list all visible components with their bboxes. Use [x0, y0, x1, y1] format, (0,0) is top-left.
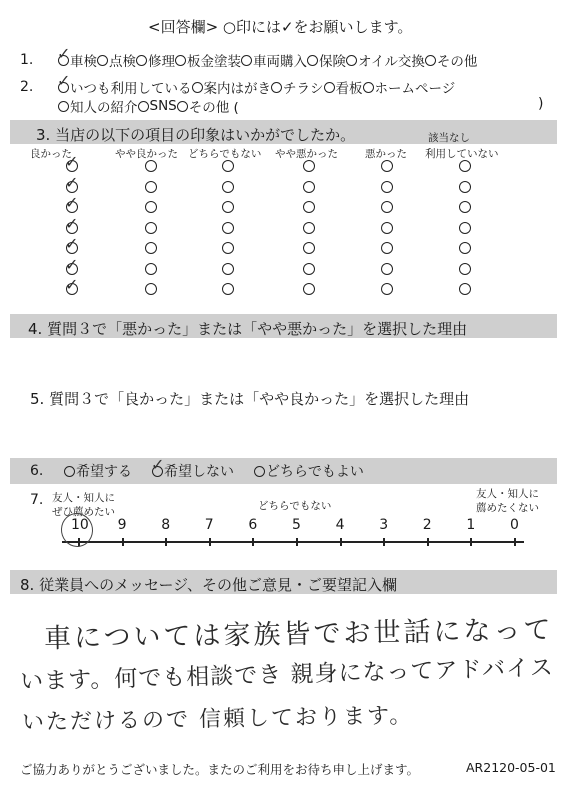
option-label: 保険 [319, 54, 346, 70]
q3-row2-option[interactable] [303, 181, 315, 193]
q3-title: 3. 当店の以下の項目の印象はいかがでしたか。 [36, 126, 356, 144]
check-mark-icon: ✓ [65, 213, 79, 233]
q3-col-na-sub: 利用していない [425, 148, 499, 160]
option-label: 希望する [76, 464, 132, 480]
check-mark-icon: ✓ [65, 152, 79, 171]
q3-col-somewhat-good: やや良かった [115, 148, 178, 160]
q7-scale-value[interactable]: 8 [161, 517, 171, 533]
q3-row5-option[interactable] [222, 242, 234, 254]
q3-row1-option[interactable] [145, 160, 157, 172]
option-label: 車両購入 [253, 54, 307, 70]
option-q1.options-2[interactable] [136, 50, 175, 70]
q3-row1-option[interactable] [222, 160, 234, 172]
handwritten-line-1: 車については家族皆でお世話になって [43, 614, 554, 655]
option-circle[interactable] [192, 82, 203, 93]
option-q2.line1-1[interactable] [192, 77, 272, 97]
option-label: 希望しない [164, 464, 234, 480]
handwritten-line-2: います。何でも相談でき 親身になってアドバイス [19, 655, 555, 695]
q3-row3-option[interactable] [145, 201, 157, 213]
check-mark-icon: ✓ [65, 172, 79, 192]
option-circle[interactable] [425, 55, 436, 66]
q3-row2-option[interactable] [381, 181, 393, 193]
q3-row5-option[interactable] [381, 242, 393, 254]
option-circle[interactable] [58, 101, 69, 112]
q7-middle-label: どちらでもない [258, 500, 332, 512]
q3-row7-option[interactable] [303, 283, 315, 295]
q3-row4-option[interactable] [303, 222, 315, 234]
q7-scale-value[interactable]: 7 [204, 517, 214, 533]
q3-row4-option[interactable] [381, 222, 393, 234]
option-label: ホームページ [374, 81, 456, 97]
option-label: 知人の紹介 [70, 100, 138, 116]
option-label: SNS [149, 98, 177, 114]
option-q2.line2-2[interactable] [177, 96, 239, 116]
q7-scale-value[interactable]: 2 [422, 517, 432, 533]
option-circle[interactable] [136, 55, 147, 66]
check-mark-icon: ✓ [57, 71, 71, 90]
q2-close-paren: ) [538, 96, 544, 112]
check-mark-icon: ✓ [57, 44, 71, 63]
option-label: いつも利用している [70, 81, 192, 97]
option-q1.options-0[interactable] [57, 44, 97, 70]
q3-row7-option[interactable] [145, 283, 157, 295]
option-q2.line1-4[interactable] [363, 77, 456, 97]
option-circle[interactable] [64, 466, 75, 477]
q3-row2-option[interactable] [145, 181, 157, 193]
option-q2.line1-0[interactable] [57, 71, 192, 97]
option-q1.options-1[interactable] [97, 50, 136, 70]
option-q1.options-4[interactable] [241, 50, 307, 70]
option-q1.options-3[interactable] [175, 50, 241, 70]
q2-options-line1 [57, 71, 456, 97]
q3-row1-option[interactable] [459, 160, 471, 172]
q3-row3-option[interactable] [222, 201, 234, 213]
q7-scale-value[interactable]: 10 [71, 517, 89, 533]
q8-title: 8. 従業員へのメッセージ、その他ご意見・ご要望記入欄 [20, 576, 397, 594]
option-q1.options-5[interactable] [307, 50, 346, 70]
q7-scale-value[interactable]: 1 [466, 517, 476, 533]
option-q6.options-1[interactable] [151, 455, 234, 481]
q3-row7-option[interactable] [459, 283, 471, 295]
q2-number: 2. [20, 79, 34, 95]
check-mark-icon: ✓ [65, 234, 79, 253]
q6-number: 6. [30, 463, 44, 479]
option-circle[interactable] [271, 82, 282, 93]
option-q2.line1-2[interactable] [271, 77, 324, 97]
q7-scale-value[interactable]: 9 [117, 517, 127, 533]
option-q1.options-6[interactable] [346, 50, 425, 70]
q3-col-bad: 悪かった [365, 148, 407, 160]
option-circle[interactable] [97, 55, 108, 66]
option-circle[interactable] [346, 55, 357, 66]
option-circle[interactable] [363, 82, 374, 93]
option-circle[interactable] [241, 55, 252, 66]
q3-row2-option[interactable] [222, 181, 234, 193]
option-q6.options-2[interactable] [254, 461, 364, 481]
option-label: 修理 [148, 54, 175, 70]
q7-scale-value[interactable]: 0 [510, 517, 519, 533]
q3-row5-option[interactable] [303, 242, 315, 254]
option-q2.line2-0[interactable] [58, 96, 138, 116]
option-q6.options-0[interactable] [64, 461, 132, 481]
q7-right-label-2: 薦めたくない [476, 502, 539, 514]
q3-row5-option[interactable] [459, 242, 471, 254]
q3-row4-option[interactable] [222, 222, 234, 234]
handwritten-line-3: いただけるので 信頼しております。 [21, 703, 414, 736]
q6-options [64, 455, 384, 481]
option-label: 看板 [335, 81, 363, 97]
q7-left-label-2: ぜひ薦めたい [52, 506, 115, 518]
q3-col-somewhat-bad: やや悪かった [275, 148, 338, 160]
q3-col-na: 該当なし [428, 132, 470, 144]
q3-row6-option[interactable] [222, 263, 234, 275]
footer-code: AR2120-05-01 [466, 760, 556, 775]
q7-scale-value[interactable]: 5 [292, 517, 301, 533]
option-q2.line2-1[interactable] [138, 98, 177, 114]
q4-title: 4. 質問３で「悪かった」または「やや悪かった」を選択した理由 [28, 320, 468, 338]
option-circle[interactable] [254, 466, 265, 477]
q7-left-label-1: 友人・知人に [52, 492, 115, 504]
option-circle[interactable] [138, 101, 149, 112]
check-mark-icon: ✓ [65, 275, 79, 294]
option-q2.line1-3[interactable] [324, 77, 363, 97]
option-circle[interactable] [175, 55, 186, 66]
q3-row6-option[interactable] [145, 263, 157, 275]
q3-row2-option[interactable] [459, 181, 471, 193]
q3-col-good: 良かった [30, 148, 72, 160]
q1-options [57, 44, 478, 70]
q2-options-line2 [58, 96, 239, 116]
q3-row7-option[interactable] [222, 283, 234, 295]
q3-row3-option[interactable] [381, 201, 393, 213]
option-label: その他 [436, 54, 478, 70]
footer-thanks: ご協力ありがとうございました。またのご利用をお待ち申し上げます。 [20, 762, 420, 777]
q7-scale-value[interactable]: 4 [335, 517, 345, 533]
q3-row4-option[interactable] [459, 222, 471, 234]
q3-row5-option[interactable] [145, 242, 157, 254]
option-label: オイル交換 [358, 54, 425, 70]
q3-row7-option[interactable] [381, 283, 393, 295]
form-header: <回答欄> ○印には✓をお願いします。 [148, 18, 413, 36]
q3-row4-option[interactable] [145, 222, 157, 234]
q3-row1-option[interactable] [381, 160, 393, 172]
option-label: その他 ( [188, 100, 239, 116]
option-label: どちらでもよい [266, 464, 364, 480]
q3-row1-option[interactable] [303, 160, 315, 172]
check-mark-icon: ✓ [65, 254, 79, 274]
option-label: 案内はがき [203, 81, 271, 97]
q1-number: 1. [20, 52, 34, 68]
option-circle[interactable] [177, 101, 188, 112]
q3-row3-option[interactable] [303, 201, 315, 213]
q7-scale-line [62, 541, 524, 543]
q3-row6-option[interactable] [381, 263, 393, 275]
check-mark-icon: ✓ [151, 455, 165, 474]
q3-col-neutral: どちらでもない [188, 148, 262, 160]
q5-title: 5. 質問３で「良かった」または「やや良かった」を選択した理由 [30, 390, 470, 408]
option-q1.options-7[interactable] [425, 50, 478, 70]
option-label: 車検 [70, 54, 97, 70]
q3-row3-option[interactable] [459, 201, 471, 213]
option-label: チラシ [283, 81, 324, 97]
q7-right-label-1: 友人・知人に [476, 488, 539, 500]
check-mark-icon: ✓ [65, 193, 79, 212]
q3-row6-option[interactable] [303, 263, 315, 275]
q7-scale-value[interactable]: 3 [379, 517, 389, 533]
option-label: 板金塗装 [187, 54, 241, 70]
option-label: 点検 [109, 54, 136, 70]
q3-row6-option[interactable] [459, 263, 471, 275]
option-circle[interactable] [324, 82, 335, 93]
q7-scale-value[interactable]: 6 [248, 517, 258, 533]
q7-number: 7. [30, 492, 44, 508]
option-circle[interactable] [307, 55, 318, 66]
